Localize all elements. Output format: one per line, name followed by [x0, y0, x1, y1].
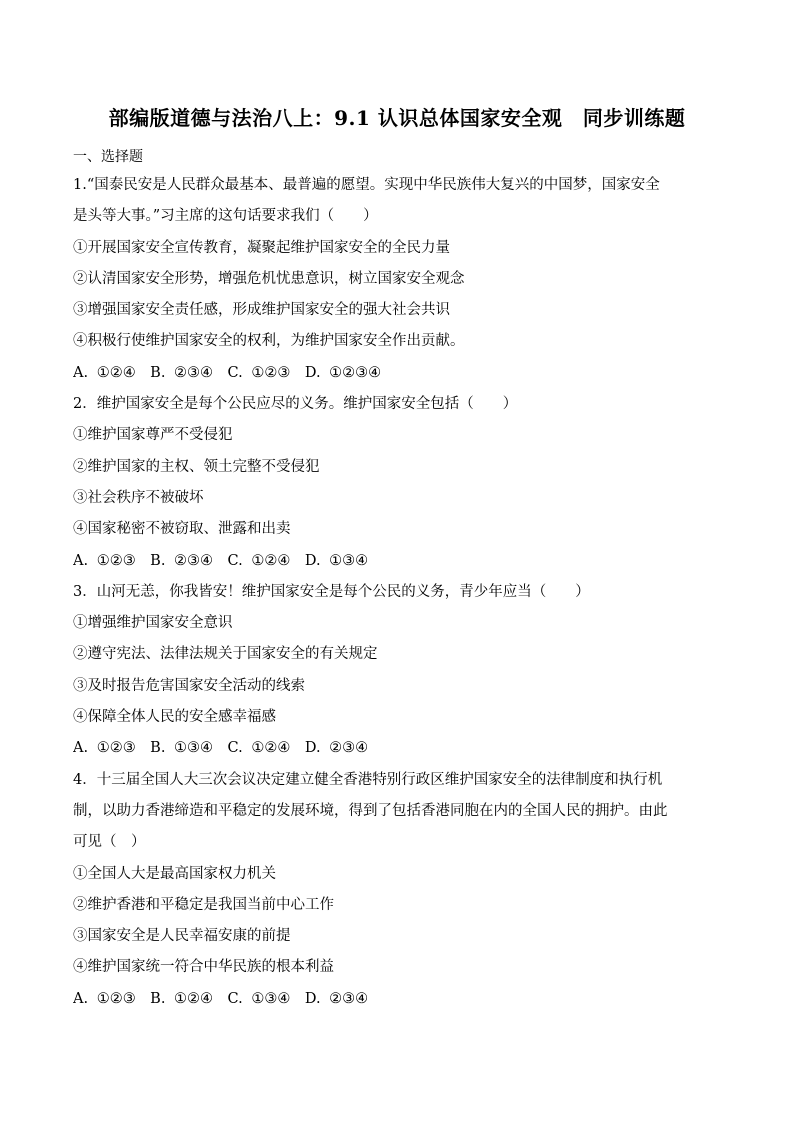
answer-options: A. ①②③ B. ①②④ C. ①③④ D. ②③④: [73, 990, 369, 1007]
answer-options: A. ①②③ B. ②③④ C. ①②④ D. ①③④: [73, 552, 369, 569]
question-stem: 4．十三届全国人大三次会议决定建立健全香港特别行政区维护国家安全的法律制度和执行机: [73, 771, 663, 788]
statement: ②认清国家安全形势，增强危机忧患意识，树立国家安全观念: [73, 270, 465, 287]
question-list: [73, 170, 723, 1015]
question-stem: 2．维护国家安全是每个公民应尽的义务。维护国家安全包括（ ）: [73, 396, 518, 413]
statement: ①开展国家安全宣传教育，凝聚起维护国家安全的全民力量: [73, 239, 450, 256]
question-stem: 制，以助力香港缔造和平稳定的发展环境，得到了包括香港同胞在内的全国人民的拥护。由此: [73, 802, 668, 819]
statement: ②维护香港和平稳定是我国当前中心工作: [73, 896, 334, 913]
statement: ③及时报告危害国家安全活动的线索: [73, 677, 305, 694]
statement: ④积极行使维护国家安全的权利，为维护国家安全作出贡献。: [73, 333, 465, 350]
question: [73, 577, 723, 765]
answer-options: A. ①②④ B. ②③④ C. ①②③ D. ①②③④: [73, 364, 382, 381]
statement: ①维护国家尊严不受侵犯: [73, 427, 233, 444]
statement: ④国家秘密不被窃取、泄露和出卖: [73, 521, 291, 538]
statement: ③国家安全是人民幸福安康的前提: [73, 928, 291, 945]
statement: ④维护国家统一符合中华民族的根本利益: [73, 959, 334, 976]
question-stem: 是头等大事。”习主席的这句话要求我们（ ）: [73, 208, 378, 225]
question: [73, 765, 723, 1015]
statement: ③增强国家安全责任感，形成维护国家安全的强大社会共识: [73, 302, 450, 319]
statement: ①增强维护国家安全意识: [73, 615, 233, 632]
question-stem: 3．山河无恙，你我皆安！维护国家安全是每个公民的义务，青少年应当（ ）: [73, 583, 590, 600]
statement: ④保障全体人民的安全感幸福感: [73, 709, 276, 726]
statement: ②遵守宪法、法律法规关于国家安全的有关规定: [73, 646, 378, 663]
answer-options: A. ①②③ B. ①③④ C. ①②④ D. ②③④: [73, 740, 369, 757]
statement: ②维护国家的主权、领土完整不受侵犯: [73, 458, 320, 475]
question-stem: 1.“国泰民安是人民群众最基本、最普遍的愿望。实现中华民族伟大复兴的中国梦，国家安全: [73, 177, 660, 193]
question-stem: 可见（ ）: [73, 834, 146, 851]
section-heading: 一、选择题: [73, 149, 143, 165]
statement: ③社会秩序不被破坏: [73, 489, 204, 506]
document-title: 部编版道德与法治八上：9.1 认识总体国家安全观 同步训练题: [108, 106, 686, 130]
statement: ①全国人大是最高国家权力机关: [73, 865, 276, 882]
question: [73, 170, 723, 389]
question: [73, 389, 723, 577]
